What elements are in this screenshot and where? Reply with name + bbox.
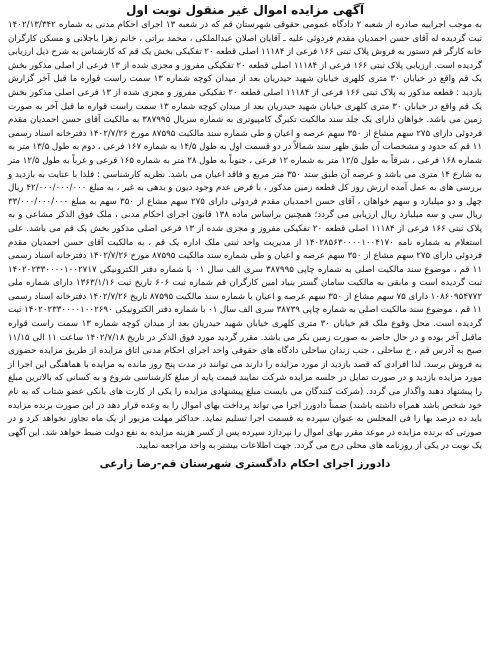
notice-title: آگهی مزایده اموال غیر منقول نوبت اول [125,3,365,17]
auction-notice [8,2,482,644]
notice-signature: دادورز اجرای احکام دادگستری شهرستان قم-رضا زارعی [99,458,391,470]
notice-body: به موجب اجراییه صادره از شعبه ۲ دادگاه عمومی حقوقی شهرستان قم که در شعبه ۱۳ اجرای احکام مدنی به شماره ۱۴۰۲/۱۳/۳۴۲ ثبت گردیده له آقای حسن احمدیان مقدم فردوئی علیه ـ آقایان اصلان عبدالملکی ، محمد براتی ، خانم زهرا باجلانی و مسکن کارگران خانه کارگر قم دستور به فروش پلاک ثبتی ۱۶۶ فرعی از ۱۱۱۸۴ اصلی قطعه ۲۰ تفکیکی بخش یک قم که کارشناس به شرح ذیل ارزیابی گردیده است. ارزیابی پلاک ثبتی ۱۶۶ فرعی از ۱۱۱۸۴ اصلی قطعه ۲۰ تفکیکی مفروز و مجزی شده از ۱۳ فرعی از اصلی مذکور بخش یک قم واقع در خیابان ۳۰ متری کلهری خیابان شهید حیدریان بعد از میدان کوچه شماره ۱۳ سمت راست قواره ما قبل آخر گزارش بازدید : قطعه مذکور به پلاک ثبتی ۱۶۶ فرعی از ۱۱۱۸۴ اصلی قطعه ۲۰ تفکیکی مفروز و مجزی شده از ۱۳ فرعی اصلی مذکور بخش یک قم واقع در خیابان ۳۰ متری کلهری خیابان شهید حیدریان بعد از میدان کوچه شماره ۱۳ سمت راست قواره ما قبل آخر به صورت زمین می باشد. خواهان دارای یک جلد سند مالکیت تکبرگ کامپیوتری به شماره سریال ۳۸۷۹۹۵ به مالکیت آقای حسن احمدیان مقدم فردوئی دارای ۲۷۵ سهم مشاع از ۳۵۰ سهم عرصه و اعیان و طی شماره سند مالکیت ۸۷۵۹۵ مورخ ۱۴۰۲/۷/۲۶ دفترخانه اسناد رسمی ۱۱ قم که حدود و مشخصات آن طبق ظهر سند شمالاً در دو قسمت اول به طول ۱۴/۵ به شماره ۱۶۷ فرعی ، دوم به طول ۱۳/۵ متر به شماره ۱۶۸ فرعی ، شرقاً به طول ۱۲/۵ متر به شماره ۱۲ فرعی ، جنوباً به طول ۲۸ متر به شماره ۱۶۵ فرعی و غرباً به طول ۱۲/۵ متر به شارع ۱۴ متری می باشد و عرصه آن طبق سند ۳۵۰ متر مربع و فاقد اعیان می باشد. نظریه کارشناسی : فلذا با عنایت به بازدید و بررسی های به عمل آمده ارزش روز کل قطعه زمین مذکور ، با فرض عدم وجود دیون و بدهی به غیر ، به مبلغ ۴۲/۰۰۰/۰۰۰/۰۰۰ ریال چهل و دو میلیارد و سهم خواهان ، آقای حسن احمدیان مقدم فردوئی دارای ۲۷۵ سهم مشاع از ۳۵۰ سهم به مبلغ ۳۳/۰۰۰/۰۰۰/۰۰۰ ریال سی و سه میلیارد ریال ارزیابی می گردد؛ همچنین براساس ماده ۱۳۸ قانون اجرای احکام مدنی ، ملک فوق الذکر مشاعی و به پلاک ثبتی ۱۶۶ فرعی از ۱۱۱۸۴ اصلی قطعه ۲۰ تفکیکی مفروز و مجزی شده از ۱۳ فرعی اصلی مذکور بخش یک قم می باشد. علی استعلام به شماره نامه ۱۴۰۲۸۵۶۳۰۰۰۰۱۰۰۴۱۷۰ از مدیریت واحد ثبتی ملک اداره یک قم ، به مالکیت آقای حسن احمدیان مقدم فردوئی دارای ۲۷۵ سهم مشاع از ۳۵۰ سهم عرصه و اعیان و طی شماره سند مالکیت ۸۷۵۹۵ مورخ ۱۴۰۲/۷/۲۶ دفترخانه اسناد رسمی ۱۱ قم ، موضوع سند مالکیت اصلی به شماره چاپی ۳۸۷۹۹۵ سری الف سال ۰۱ با شماره دفتر الکترونیکی ۱۴۰۲۰۲۳۳۰۰۰۰۱۰۰۲۷۱۷ ثبت گردیده است و مابقی به مالکیت سامان گستر بنیاد امین کارگران قم شماره ثبت ۶۰۶ تاریخ ثبت ۱۳۶۳/۱/۱۶ دارای شماره ملی ۱۰۸۶۰۹۵۴۷۷۲ دارای ۷۵ سهم مشاع از ۳۵۰ سهم عرصه و اعیان با شماره سند مالکیت ۸۷۵۹۵ تاریخ ۱۴۰۲/۷/۲۶ دفترخانه اسناد رسمی ۱۱ قم ، موضوع سند مالکیت اصلی به شماره چاپی ۳۸۷۳۹ سری الف سال ۰۱ با شماره دفتر الکترونیکی ۱۴۰۲۰۲۳۳۰۰۰۰۱۰۰۲۶۹۰ ثبت گردیده است. محل وقوع ملک قم خیابان ۳۰ متری کلهری خیابان شهید حیدریان بعد از میدان کوچه شماره ۱۳ سمت راست قواره ماقبل آخر بوده و در حال حاضر به صورت زمین بکر می باشد. مقرر گردید مورد فوق الذکر در تاریخ ۱۴۰۲/۷/۱۸ ساعت ۱۱ الی ۱۱/۱۵ صبح به آدرس قم ، خ ساحلی ، جنب زندان ساحلی دادگاه های حقوقی واحد اجرای احکام مدنی اتاق مزایده از طریق مزایده حضوری به فروش برسد. لذا افرادی که قصد بازدید از مورد مزایده را دارند می توانند در مدت پنج روز مانده به مزایده با هماهنگی این اجرا از مورد مزایده بازدید و در صورت تمایل در جلسه مزایده شرکت نمایند قیمت پایه از مبلغ کارشناسی شروع و به کسانی که بالاترین مبلغ را پیشنهاد دهند واگذار می گردد. (شرکت کنندگان می بایست مبلغ پیشنهادی مزایده را یکی از کارت های بانکی عضو شتاب که به نام خود شخص باشد همراه داشته باشند) ضمناً دادورز اجرا می تواند پرداخت بهای اموال را به وعده قرار دهد در این صورت برنده مزایده باید ده درصد بها را فی المجلس به عنوان سپرده به قسمت اجرا تسلیم نماید. حداکثر مهلت مزبور از یک ماه تجاوز نخواهد کرد و در صورتی که برنده مزایده در موعد مقرر بهای اموال را نپردازد سپرده پس از کسر هزینه مزایده به نفع دولت ضبط خواهد شد. این آگهی یک نوبت در یکی از روزنامه های محلی درج می گردد. جهت اطلاعات بیشتر به واحد مراجعه نمایید. [8,20,483,452]
